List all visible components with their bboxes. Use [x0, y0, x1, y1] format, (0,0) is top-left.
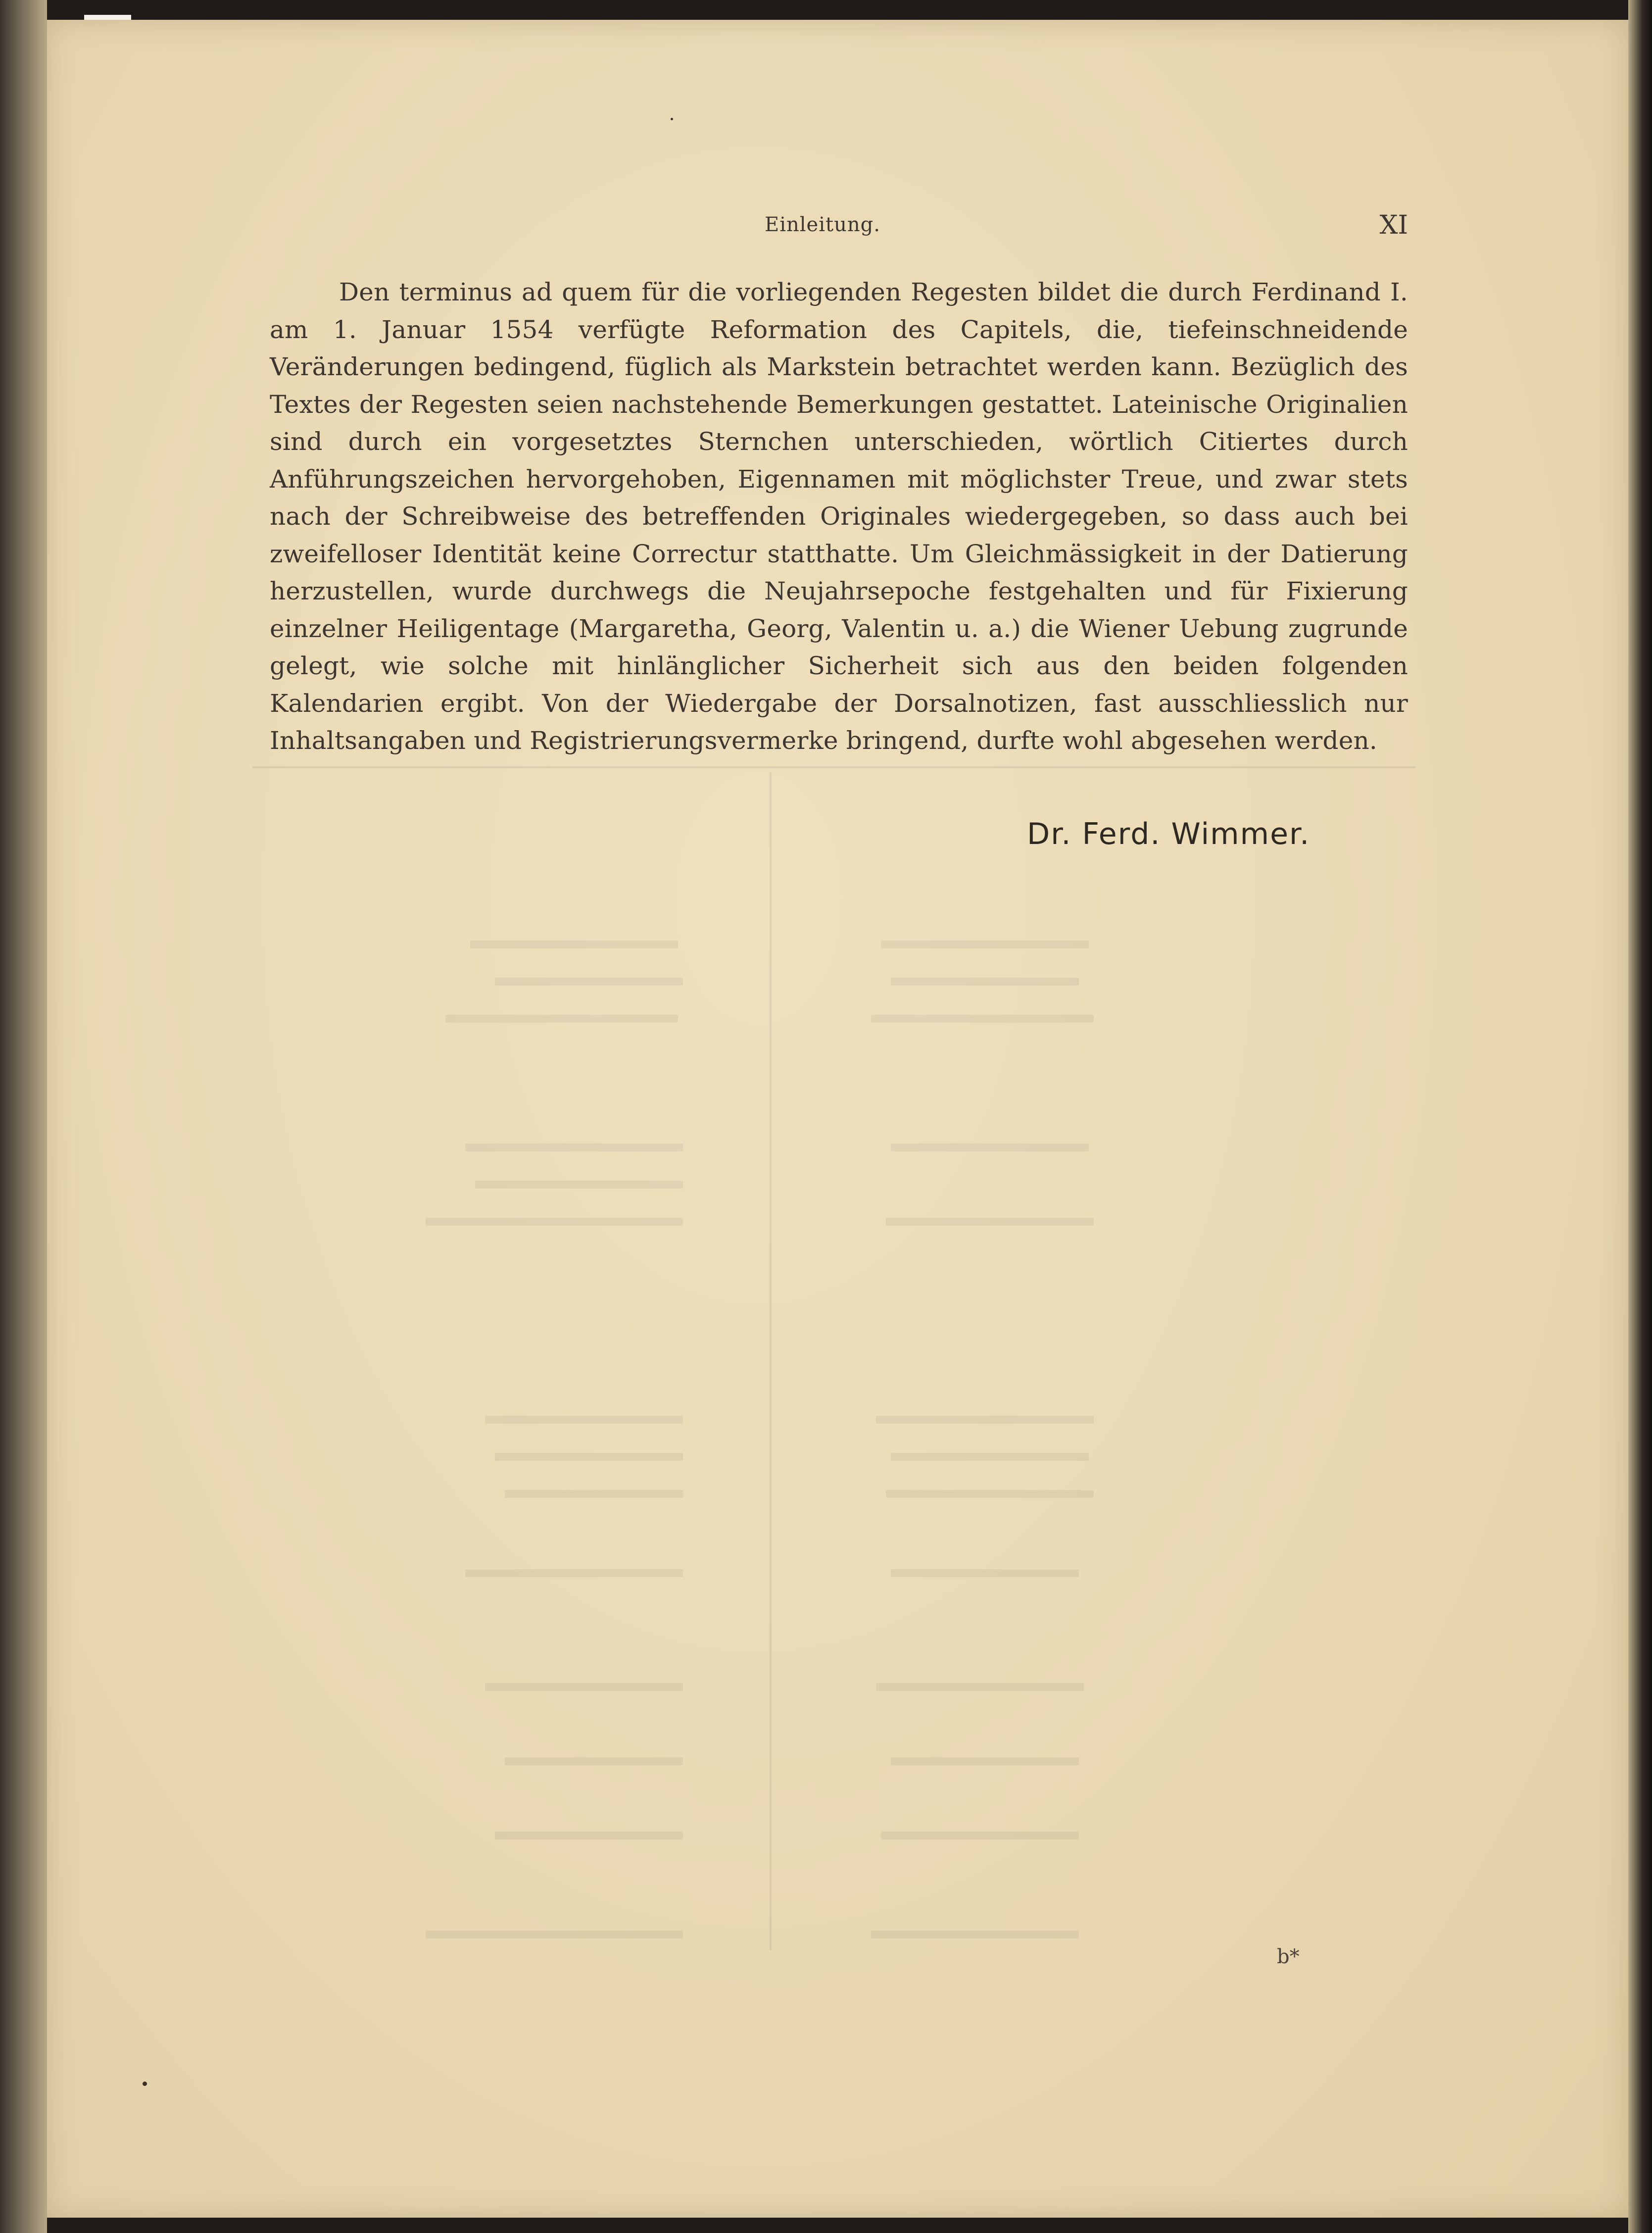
show-through-text	[426, 1931, 683, 1938]
show-through-text	[881, 941, 1089, 948]
page-number: XI	[1379, 210, 1408, 240]
show-through-text	[485, 1416, 683, 1424]
show-through-text	[871, 1931, 1079, 1938]
show-through-text	[891, 978, 1079, 986]
show-through-text	[891, 1757, 1079, 1765]
show-through-text	[871, 1015, 1094, 1023]
show-through-text	[470, 941, 678, 948]
show-through-text	[485, 1683, 683, 1691]
show-through-text	[886, 1490, 1094, 1498]
printer-signature-mark: b*	[1277, 1945, 1300, 1968]
ink-speck	[671, 118, 673, 120]
introduction-paragraph: Den terminus ad quem für die vorliegenden Regesten bildet die durch Ferdinand I. am 1. Januar 1554 verfügte Reformation des Capitels, die, tiefeinschneidende Veränderungen bedingend, füglich als Markstein betrachtet werden kann. Bezüglich des Textes der Regesten seien nachstehende Bemerkungen gestattet. Lateinische Originalien sind durch ein vorgesetztes Sternchen unterschieden, wörtlich Citiertes durch Anführungszeichen hervorgehoben, Eigennamen mit möglichster Treue, und zwar stets nach der Schreibweise des betreffenden Originales wiedergegeben, so dass auch bei zweifelloser Identität keine Correctur statthatte. Um Gleichmässigkeit in der Datierung herzustellen, wurde durchwegs die Neujahrsepoche festgehalten und für Fixierung einzelner Heiligentage (Margaretha, Georg, Valentin u. a.) die Wiener Uebung zugrunde gelegt, wie solche mit hinlänglicher Sicherheit sich aus den beiden folgenden Kalendarien ergibt. Von der Wiedergabe der Dorsalnotizen, fast ausschliesslich nur Inhaltsangaben und Registrierungsvermerke bringend, durfte wohl abgesehen werden.	[270, 278, 1408, 755]
show-through-text	[876, 1683, 1084, 1691]
show-through-text	[505, 1490, 683, 1498]
author-signature: Dr. Ferd. Wimmer.	[1027, 817, 1311, 851]
show-through-text	[495, 978, 683, 986]
show-through-text	[445, 1015, 678, 1023]
show-through-text	[426, 1218, 683, 1226]
ink-speck	[143, 2082, 147, 2086]
show-through-rule	[252, 766, 1415, 768]
show-through-text	[495, 1453, 683, 1461]
show-through-rule	[770, 772, 772, 1950]
show-through-text	[876, 1416, 1094, 1424]
show-through-text	[891, 1453, 1089, 1461]
page-right-edge	[1628, 0, 1652, 2233]
show-through-text	[465, 1143, 683, 1151]
show-through-text	[891, 1569, 1079, 1577]
show-through-text	[891, 1143, 1089, 1151]
show-through-text	[495, 1832, 683, 1839]
running-title: Einleitung.	[765, 213, 880, 236]
show-through-text	[886, 1218, 1094, 1226]
book-gutter	[0, 0, 47, 2233]
show-through-text	[881, 1832, 1079, 1839]
show-through-text	[505, 1757, 683, 1765]
show-through-text	[475, 1181, 683, 1189]
show-through-text	[465, 1569, 683, 1577]
